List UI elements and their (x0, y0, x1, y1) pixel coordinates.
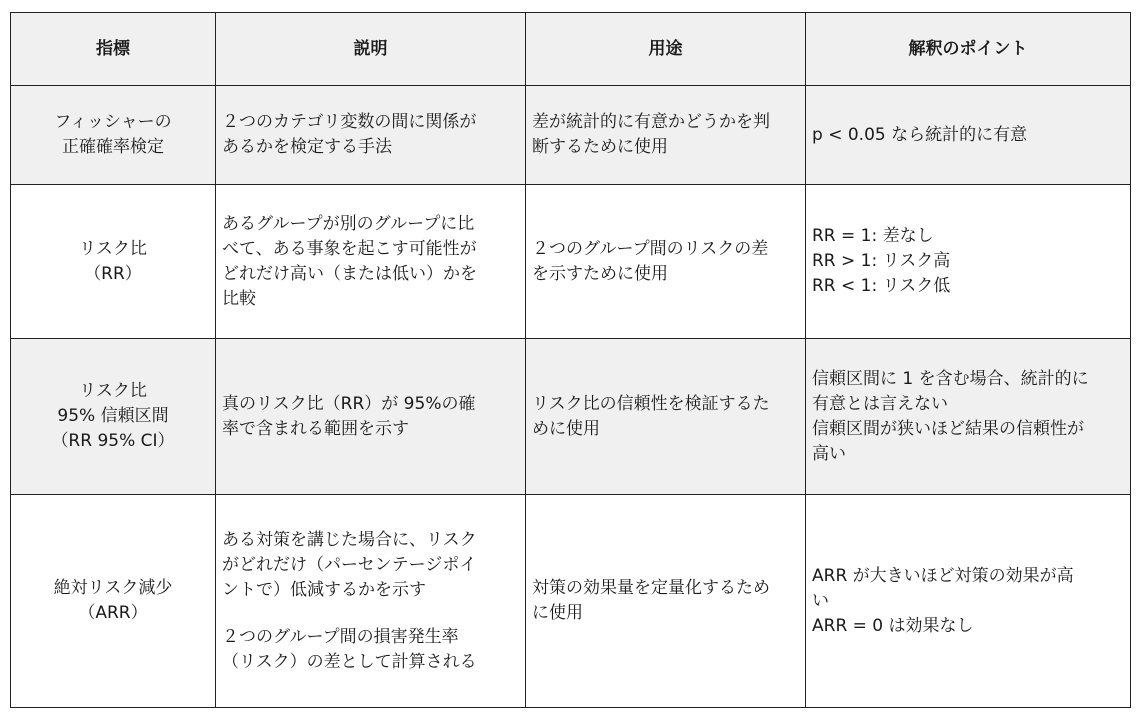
table-row (11, 339, 1131, 495)
header-row (11, 13, 1131, 86)
indicator-table (10, 12, 1131, 708)
cell-line: 信頼区間が狭いほど結果の信頼性が (812, 418, 1084, 439)
cell-line: 正確確率検定 (62, 137, 164, 157)
cell-line: 比較 (222, 288, 256, 309)
cell-line: 対策の効果量を定量化するため (532, 578, 770, 598)
cell-line (222, 603, 521, 625)
cell-line: ある対策を講じた場合に、リスク (222, 529, 477, 550)
interpretation-cell (806, 495, 1131, 708)
cell-line: あるかを検定する手法 (222, 137, 392, 157)
cell-line: ARR が大きいほど対策の効果が高 (812, 565, 1074, 586)
cell-line: （RR） (84, 263, 142, 284)
cell-line: どれだけ高い（または低い）かを (222, 263, 477, 284)
table-row (11, 86, 1131, 185)
description-cell (216, 495, 526, 708)
cell-line: 絶対リスク減少 (53, 578, 173, 598)
cell-line: めに使用 (532, 418, 600, 439)
cell-line: べて、ある事象を起こす可能性が (222, 238, 477, 259)
cell-line: 有意とは言えない (812, 393, 948, 414)
cell-line: リスク比 (79, 381, 147, 401)
cell-line: ２つのグループ間の損害発生率 (222, 626, 459, 647)
usage-cell (526, 339, 806, 495)
interpretation-cell (806, 185, 1131, 339)
cell-line: を示すために使用 (532, 263, 668, 284)
cell-line: （ARR） (78, 603, 148, 623)
cell-line: 信頼区間に 1 を含む場合、統計的に (812, 368, 1089, 389)
cell-line: フィッシャーの (54, 112, 172, 132)
table-row (11, 185, 1131, 339)
header-description: 説明 (216, 13, 526, 86)
indicator-cell (11, 86, 216, 185)
cell-line: ントで）低減するかを示す (222, 579, 426, 600)
cell-line: ２つのカテゴリ変数の間に関係が (222, 112, 477, 132)
cell-line: ２つのグループ間のリスクの差 (532, 238, 769, 259)
cell-line: 率で含まれる範囲を示す (222, 418, 409, 439)
cell-line: がどれだけ（パーセンテージポイ (222, 554, 477, 575)
description-cell (216, 339, 526, 495)
header-usage: 用途 (526, 13, 806, 86)
cell-line: 断するために使用 (532, 137, 668, 157)
cell-line: 差が統計的に有意かどうかを判 (532, 112, 770, 132)
description-cell (216, 86, 526, 185)
cell-line: 真のリスク比（RR）が 95%の確 (222, 393, 476, 414)
cell-line: RR < 1: リスク低 (812, 276, 951, 296)
cell-line: （RR 95% CI） (51, 431, 175, 451)
cell-line: p < 0.05 なら統計的に有意 (812, 124, 1028, 145)
indicator-cell (11, 185, 216, 339)
cell-line: （リスク）の差として計算される (222, 651, 477, 672)
indicator-cell (11, 495, 216, 708)
description-cell (216, 185, 526, 339)
indicator-cell (11, 339, 216, 495)
cell-line: RR = 1: 差なし (812, 226, 934, 246)
cell-line: リスク比の信頼性を検証するた (532, 393, 770, 414)
usage-cell (526, 185, 806, 339)
cell-line: に使用 (532, 603, 583, 623)
usage-cell (526, 495, 806, 708)
header-interpretation: 解釈のポイント (806, 13, 1131, 86)
cell-line: ARR = 0 は効果なし (812, 615, 974, 636)
cell-line: あるグループが別のグループに比 (222, 213, 475, 234)
cell-line: い (812, 590, 829, 611)
interpretation-cell (806, 86, 1131, 185)
table-row (11, 495, 1131, 708)
interpretation-cell (806, 339, 1131, 495)
cell-line: 高い (812, 443, 846, 464)
usage-cell (526, 86, 806, 185)
cell-line: リスク比 (79, 238, 147, 259)
cell-line: 95% 信頼区間 (57, 406, 169, 426)
header-indicator: 指標 (11, 13, 216, 86)
cell-line: RR > 1: リスク高 (812, 251, 951, 271)
